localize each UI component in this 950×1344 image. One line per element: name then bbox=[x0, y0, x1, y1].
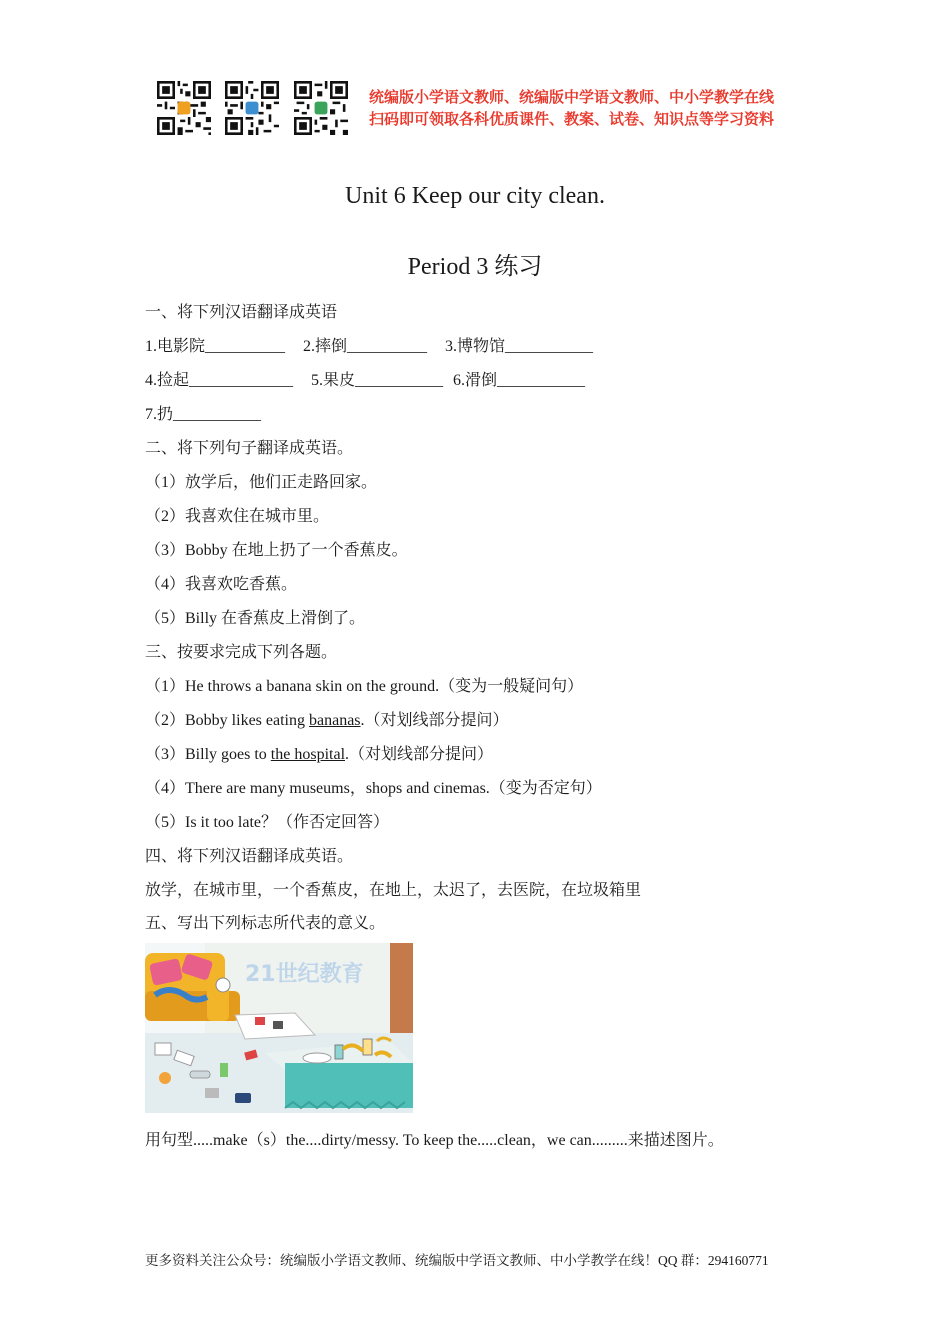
promo-banner-line-2: 扫码即可领取各科优质课件、教案、试卷、知识点等学习资料 bbox=[369, 110, 775, 128]
question-4: （4）There are many museums，shops and cinemas.（变为否定句） bbox=[145, 780, 602, 797]
translation-item: （5）Billy 在香蕉皮上滑倒了。 bbox=[145, 610, 366, 627]
question-3-start: （3）Billy goes to bbox=[145, 746, 271, 763]
vocab-row-2 bbox=[145, 371, 585, 391]
vocab-item: 6.滑倒___________ bbox=[453, 372, 586, 389]
promo-banner-line-1: 统编版小学语文教师、统编版中学语文教师、中小学教学在线 bbox=[369, 88, 775, 106]
trash-can-lid bbox=[159, 1072, 171, 1084]
section-4-heading: 四、将下列汉语翻译成英语。 bbox=[145, 848, 354, 865]
trash-paper bbox=[155, 1043, 171, 1055]
question-3-underlined: the hospital bbox=[270, 746, 346, 763]
section-4-content: 放学，在城市里，一个香蕉皮，在地上，太迟了，去医院，在垃圾箱里 bbox=[145, 882, 642, 899]
translation-item: （1）放学后，他们正走路回家。 bbox=[145, 474, 378, 491]
section-3-heading: 三、按要求完成下列各题。 bbox=[145, 644, 338, 661]
vocab-row-1 bbox=[145, 337, 593, 357]
vocab-row-3 bbox=[145, 405, 261, 425]
question-1: （1）He throws a banana skin on the ground.（变为一般疑问句） bbox=[145, 678, 584, 695]
vocab-item: 3.博物馆___________ bbox=[445, 338, 594, 355]
section-1-heading: 一、将下列汉语翻译成英语 bbox=[145, 304, 338, 321]
vocab-item: 7.扔___________ bbox=[145, 406, 262, 423]
image-watermark: 21世纪教育 bbox=[245, 962, 364, 987]
vocab-item: 5.果皮___________ bbox=[311, 372, 444, 389]
question-2-underlined: bananas bbox=[309, 712, 361, 729]
messy-room-illustration bbox=[145, 943, 413, 1113]
question-3-end: .（对划线部分提问） bbox=[345, 746, 494, 763]
translation-item: （2）我喜欢住在城市里。 bbox=[145, 508, 330, 525]
vocab-item: 4.捡起_____________ bbox=[145, 372, 294, 389]
qr-badge-2 bbox=[246, 102, 259, 115]
question-2-start: （2）Bobby likes eating bbox=[145, 712, 309, 729]
plate bbox=[303, 1053, 331, 1063]
section-2-heading: 二、将下列句子翻译成英语。 bbox=[145, 440, 354, 457]
question-2 bbox=[145, 711, 509, 731]
question-5: （5）Is it too late？（作否定回答） bbox=[145, 814, 389, 831]
page-subtitle: Period 3 练习 bbox=[407, 254, 543, 280]
promo-banner bbox=[369, 86, 774, 130]
page-title: Unit 6 Keep our city clean. bbox=[345, 183, 605, 209]
section-5-prompt: 用句型.....make（s）the....dirty/messy. To keep the.....clean，we can.........来描述图片。 bbox=[145, 1132, 724, 1149]
translation-item: （3）Bobby 在地上扔了一个香蕉皮。 bbox=[145, 542, 408, 559]
qr-code-3 bbox=[294, 81, 348, 135]
vocab-item: 2.摔倒__________ bbox=[303, 338, 428, 355]
translation-item: （4）我喜欢吃香蕉。 bbox=[145, 576, 298, 593]
qr-code-1 bbox=[157, 81, 211, 135]
qr-badge-3 bbox=[315, 102, 328, 115]
footer-note: 更多资料关注公众号：统编版小学语文教师、统编版中学语文教师、中小学教学在线！QQ 群：294160771 bbox=[145, 1253, 769, 1268]
vocab-item: 1.电影院__________ bbox=[145, 338, 286, 355]
question-2-end: .（对划线部分提问） bbox=[360, 712, 509, 729]
cup bbox=[335, 1045, 343, 1059]
shoe bbox=[235, 1093, 251, 1103]
qr-badge-1 bbox=[178, 102, 191, 115]
question-3 bbox=[145, 745, 493, 765]
qr-code-2 bbox=[225, 81, 279, 135]
tablecloth bbox=[285, 1063, 413, 1108]
section-5-heading: 五、写出下列标志所代表的意义。 bbox=[145, 915, 386, 932]
